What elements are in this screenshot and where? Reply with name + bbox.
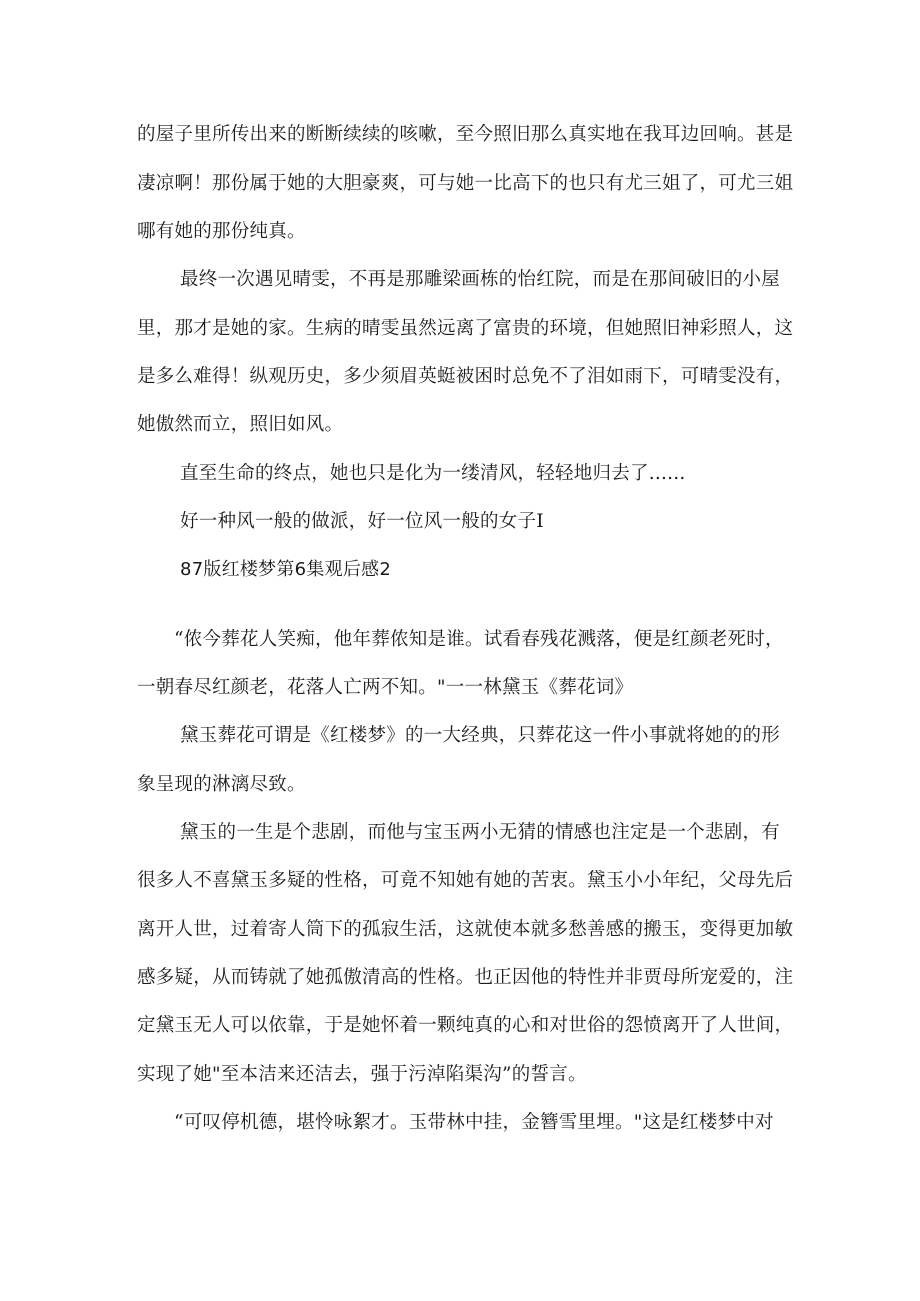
paragraph-line: 离开人世，过着寄人筒下的孤寂生活，这就使本就多愁善感的搬玉，变得更加敏 — [137, 919, 794, 940]
paragraph-line: 是多么难得！纵观历史，多少须眉英蜓被困时总免不了泪如雨下，可晴雯没有， — [137, 366, 794, 387]
paragraph-line: 凄凉啊！那份属于她的大胆豪爽，可与她一比高下的也只有尤三姐了，可尤三姐 — [137, 173, 794, 194]
paragraph-line: 一朝春尽红颜老，花落人亡两不知。"一一林黛玉《葬花词》 — [137, 677, 634, 698]
paragraph-line: 好一种风一般的做派，好一位风一般的女子I — [180, 511, 544, 532]
paragraph-line: “可叹停机德，堪怜咏絮才。玉带林中挂，金簪雪里埋。"这是红楼梦中对 — [174, 1112, 774, 1133]
section-heading: 87版红楼梦第6集观后感2 — [180, 559, 392, 580]
paragraph-line: 实现了她"至本洁来还洁去，强于污淖陷渠沟”的誓言。 — [137, 1064, 587, 1085]
paragraph-line: 象呈现的淋漓尽致。 — [137, 774, 306, 795]
paragraph-line: 里，那才是她的家。生病的晴雯虽然远离了富贵的环境，但她照旧神彩照人，这 — [137, 318, 794, 339]
paragraph-line: 最终一次遇见晴雯，不再是那雕梁画栋的怡红院，而是在那间破旧的小屋 — [180, 269, 781, 290]
paragraph-line: 很多人不喜黛玉多疑的性格，可竟不知她有她的苦衷。黛玉小小年纪，父母先后 — [137, 870, 794, 891]
paragraph-line: 哪有她的那份纯真。 — [137, 221, 306, 242]
paragraph-line: 定黛玉无人可以依靠，于是她怀着一颗纯真的心和对世俗的怨愤离开了人世间， — [137, 1015, 794, 1036]
paragraph-line: 的屋子里所传出来的断断续续的咳嗽，至今照旧那么真实地在我耳边回响。甚是 — [137, 124, 794, 145]
paragraph-line: 黛玉葬花可谓是《红楼梦》的一大经典，只葬花这一件小事就将她的的形 — [180, 725, 781, 746]
paragraph-line: 她傲然而立，照旧如风。 — [137, 414, 344, 435]
paragraph-line: 黛玉的一生是个悲剧，而他与宝玉两小无猜的情感也注定是一个悲剧，有 — [180, 822, 781, 843]
paragraph-line: “侬今葬花人笑痴，他年葬侬知是谁。试看春残花溅落，便是红颜老死时， — [174, 629, 784, 650]
paragraph-line: 感多疑，从而铸就了她孤傲清高的性格。也正因他的特性并非贾母所宠爱的，注 — [137, 967, 794, 988]
paragraph-line: 直至生命的终点，她也只是化为一缕清风，轻轻地归去了...... — [180, 463, 686, 484]
